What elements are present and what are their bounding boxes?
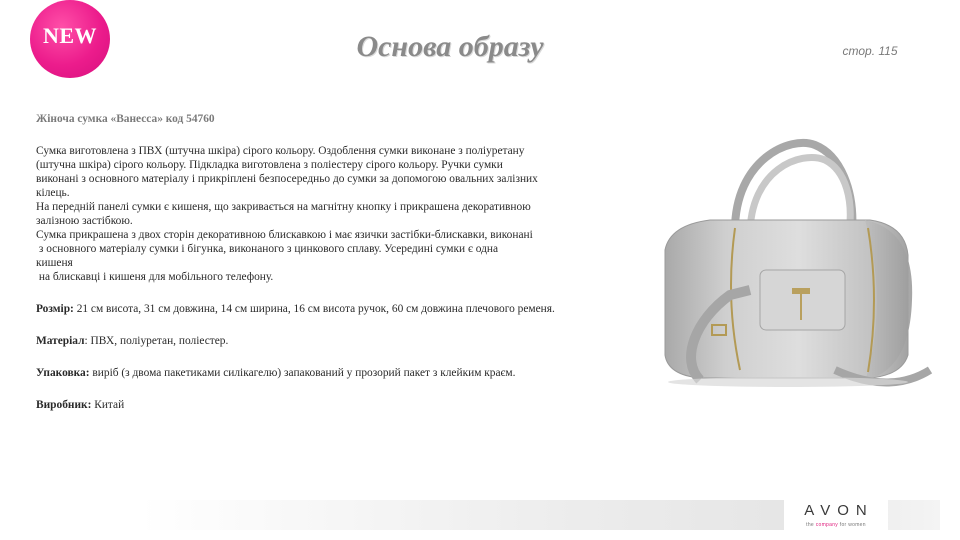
description-line: (штучна шкіра) сірого кольору. Підкладка виготовлена з поліестеру сірого кольору. Ручки сумки [36,159,503,171]
description-line: залізною застібкою. [36,215,133,227]
description-line: Сумка виготовлена з ПВХ (штучна шкіра) сірого кольору. Оздоблення сумки виконане з поліуретану [36,145,525,157]
new-badge-text: NEW [42,23,98,48]
handbag-illustration [640,120,940,410]
material-label: Матеріал [36,335,85,347]
manufacturer-spec [36,398,616,412]
avon-logo [784,496,888,536]
product-info [36,112,616,412]
product-description [36,144,616,284]
description-line: Сумка прикрашена з двох сторін декоративною блискавкою і має язички застібки-блискавки, виконані [36,229,533,241]
page-number: стор. 115 [842,44,898,58]
front-pocket [760,270,845,330]
description-line: кілець. [36,187,70,199]
brand-name: AVON [804,502,874,519]
material-spec [36,334,616,348]
description-line: кишеня [36,257,73,269]
packaging-spec [36,366,616,380]
brand-tagline: the company for women [806,522,866,528]
description-line: на блискавці і кишеня для мобільного телефону. [36,271,274,283]
new-badge [30,0,110,78]
size-label: Розмір: [36,303,74,315]
product-heading: Жіноча сумка «Ванесса» код 54760 [36,113,215,125]
manufacturer-value: Китай [91,399,125,411]
description-line: На передній панелі сумки є кишеня, що закривається на магнітну кнопку і прикрашена декоративною [36,201,531,213]
packaging-value: виріб (з двома пакетиками силікагелю) запакований у прозорий пакет з клейким краєм. [89,367,516,379]
page-title: Основа образу [356,30,544,63]
product-image [640,120,940,410]
material-value: : ПВХ, поліуретан, поліестер. [84,335,229,347]
clasp [792,288,810,294]
description-line: з основного матеріалу сумки і бігунка, виконаного з цинкового сплаву. Усередині сумки є одна [36,243,499,255]
packaging-label: Упаковка: [36,367,90,379]
manufacturer-label: Виробник: [36,399,92,411]
size-spec [36,302,616,316]
description-line: виконані з основного матеріалу і прикріплені безпосередньо до сумки за допомогою овальних залізних [36,173,538,185]
size-value: 21 см висота, 31 см довжина, 14 см ширина, 16 см висота ручок, 60 см довжина плечового ременя. [73,303,555,315]
